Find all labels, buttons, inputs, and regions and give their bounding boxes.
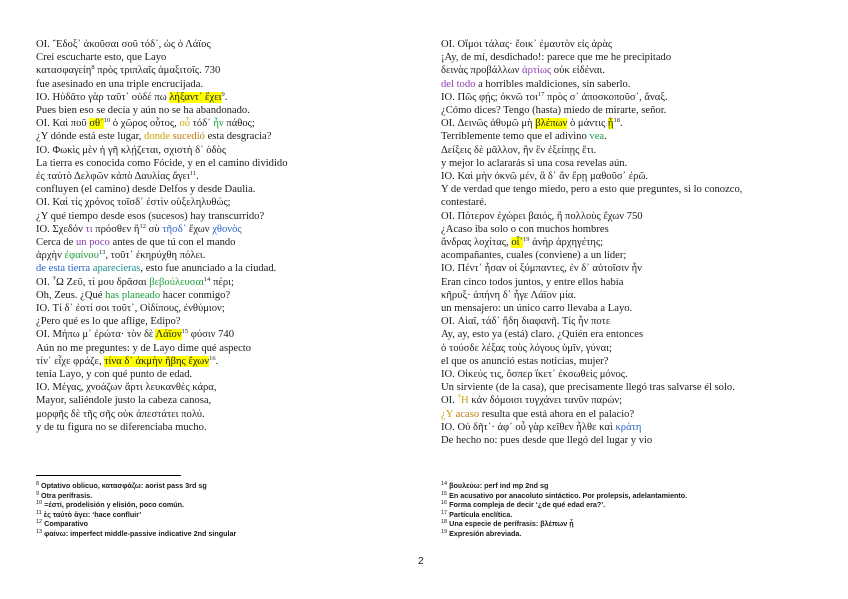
footnotes-left xyxy=(36,481,408,539)
text-segment: a horribles maldiciones, sin saberlo. xyxy=(475,78,631,90)
text-line xyxy=(36,78,408,91)
footnote xyxy=(36,510,408,520)
footnote-separator xyxy=(36,475,181,476)
text-segment: μορφῆς δὲ τῆς σῆς οὐκ ἀπεστάτει πολύ. xyxy=(36,408,205,420)
text-line xyxy=(441,368,821,381)
text-segment: OI. ῎Εδοξ᾽ ἀκοῦσαι σοῦ τόδ᾽, ὡς ὁ Λάϊος xyxy=(36,39,211,50)
text-segment: Un sirviente (de la casa), que precisamente llegó tras salvarse él solo. xyxy=(441,382,735,394)
highlighted-word: sucedió xyxy=(172,131,205,143)
footnote-number: 12 xyxy=(36,519,43,526)
footnote-ref: 14 xyxy=(203,275,211,283)
text-line xyxy=(441,170,821,183)
text-segment: τίν᾽ εἶχε φράζε, xyxy=(36,355,105,367)
text-line xyxy=(36,289,408,302)
text-segment: ¿Acaso iba solo o con muchos hombres xyxy=(441,223,609,235)
highlighted-word: del todo xyxy=(441,78,476,90)
footnote-text: βουλεύω: perf ind mp 2nd sg xyxy=(447,481,549,490)
left-column xyxy=(36,38,408,434)
highlighted-word: un poco xyxy=(76,237,110,249)
text-line xyxy=(441,144,821,157)
footnotes-right xyxy=(441,481,821,539)
highlighted-word: βεβούλευσαι xyxy=(149,276,204,288)
text-segment: δεινὰς προβάλλων xyxy=(441,65,523,77)
highlighted-word: aparecieras xyxy=(92,263,141,275)
text-segment: ἀνὴρ ἀρχηγέτης; xyxy=(529,237,604,249)
text-segment: OI. Μήπω μ᾽ ἐρώτα· τὸν δὲ xyxy=(36,329,156,341)
text-line xyxy=(36,210,408,223)
text-segment: el que os anunció estas noticias, mujer? xyxy=(441,355,609,367)
text-segment: IO. Πῶς φῄς; ὀκνῶ τοι xyxy=(441,91,538,103)
footnote-ref: 15 xyxy=(181,328,189,336)
text-segment: contestaré. xyxy=(441,197,487,209)
text-segment: ἀρχὴν xyxy=(36,250,65,262)
footnote xyxy=(441,481,821,491)
text-segment: Pues bien eso se decía y aún no se ha abandonado. xyxy=(36,105,250,117)
text-segment: IO. Μέγας, χνοάζων ἄρτι λευκανθὲς κάρα, xyxy=(36,382,217,394)
text-line xyxy=(441,249,821,262)
footnote-text: Una especie de perífrasis: βλέπων ᾖ xyxy=(447,519,574,529)
footnote-text: Partícula enclítica. xyxy=(447,509,513,519)
text-segment: IO. Καὶ μὴν ὀκνῶ μέν, ἃ δ᾽ ἂν ἔρῃ μαθοῦσ᾽ ἐρῶ. xyxy=(441,171,649,183)
text-line xyxy=(36,262,408,275)
text-segment: ὁ χῶρος οὗτος, xyxy=(110,118,180,130)
highlighted-word: ἦν xyxy=(213,118,224,130)
text-line xyxy=(441,421,821,434)
text-segment: OI. Αἰαῖ, τάδ᾽ ἤδη διαφανῆ. Τίς ἦν ποτε xyxy=(441,316,611,328)
text-line xyxy=(36,51,408,64)
footnote-ref: 9 xyxy=(221,90,225,98)
footnote xyxy=(36,500,408,510)
footnote xyxy=(441,529,821,539)
highlighted-word: τίνα δ᾽ ἀκμὴν ἥβης ἔχων xyxy=(104,355,210,367)
highlighted-word: vea xyxy=(589,131,605,143)
highlighted-word: donde xyxy=(144,131,170,143)
text-segment: , esto fue anunciado a la ciudad. xyxy=(140,263,277,275)
text-segment: κἀν δόμοισι τυγχάνει τανῦν παρών; xyxy=(468,395,623,407)
footnote-text: En acusativo por anacoluto sintáctico. Por prolepsis, adelantamiento. xyxy=(447,490,688,500)
text-line xyxy=(36,144,408,157)
text-line xyxy=(441,130,821,143)
text-line xyxy=(36,421,408,434)
text-segment: hacer conmigo? xyxy=(160,289,231,301)
footnote-number: 8 xyxy=(36,481,40,487)
footnote-number: 9 xyxy=(36,490,40,497)
text-line xyxy=(441,434,821,447)
highlighted-word: de esta tierra xyxy=(36,263,91,275)
text-segment: un mensajero: un único carro llevaba a Layo. xyxy=(441,303,633,315)
text-segment: fue asesinado en una triple encrucijada. xyxy=(36,78,204,90)
text-line xyxy=(441,223,821,236)
text-segment: , τοῦτ᾽ ἐκηρύχθη πόλει. xyxy=(105,250,206,262)
text-line xyxy=(36,183,408,196)
footnote-ref: 18 xyxy=(613,117,620,125)
text-line xyxy=(441,262,821,275)
text-line xyxy=(441,408,821,421)
right-column xyxy=(441,38,821,447)
text-segment: tenía Layo, y con qué punto de edad. xyxy=(36,369,193,381)
text-segment: De hecho no: pues desde que llegó del lugar y vio xyxy=(441,435,653,447)
text-segment: OI. Οἴμοι τάλας· ἔοικ᾽ ἐμαυτὸν εἰς ἀρὰς xyxy=(441,39,613,50)
text-segment: πρὸς σ᾽ ἀποσκοποῦσ᾽, ἄναξ. xyxy=(544,91,668,103)
footnote xyxy=(441,500,821,510)
text-segment: IO. Οὐ δῆτ᾽· ἀφ᾽ οὗ γὰρ κεῖθεν ἦλθε καὶ xyxy=(441,421,616,433)
text-segment: πρὸς τριπλαῖς ἁμαξιτοῖς. 730 xyxy=(94,65,221,77)
text-line xyxy=(36,328,408,341)
footnote-number: 16 xyxy=(441,500,448,507)
text-segment: confluyen (el camino) desde Delfos y desde Daulia. xyxy=(36,184,256,196)
text-line xyxy=(441,315,821,328)
text-segment: La tierra es conocida como Fócide, y en el camino dividido xyxy=(36,157,288,169)
footnote xyxy=(36,519,408,529)
text-segment: resulta que está ahora en el palacio? xyxy=(479,408,635,420)
highlighted-word: ᾖ xyxy=(607,118,614,130)
text-line xyxy=(36,223,408,236)
footnote-ref: 16 xyxy=(209,354,216,362)
footnote-text: ἐς ταὐτὸ ἄγει: ‘hace confluir’ xyxy=(41,509,142,519)
text-segment: ¿Pero qué es lo que aflige, Edipo? xyxy=(36,316,181,328)
footnote-text: φαίνω: imperfect middle-passive indicative 2nd singular xyxy=(42,528,237,538)
text-segment: Δείξεις δὲ μᾶλλον, ἢν ἓν ἐξείπῃς ἔτι. xyxy=(441,144,597,156)
footnote xyxy=(441,491,821,501)
text-segment: OI. Δεινῶς ἀθυμῶ μὴ xyxy=(441,118,536,130)
highlighted-word: ῏Η xyxy=(457,395,469,407)
text-segment: OI. Καὶ ποῦ xyxy=(36,118,90,130)
text-line xyxy=(36,342,408,355)
text-segment: IO. Οἰκεύς τις, ὅσπερ ἵκετ᾽ ἐκσωθεὶς μόνος. xyxy=(441,369,628,381)
text-line xyxy=(36,117,408,130)
footnote xyxy=(441,519,821,529)
text-segment: κῆρυξ· ἀπήνη δ᾽ ἦγε Λάϊον μία. xyxy=(441,289,576,301)
text-segment: IO. Ηὐδᾶτο γὰρ ταῦτ᾽ οὐδέ πω xyxy=(36,91,170,103)
text-segment: . xyxy=(224,91,228,103)
footnote-ref: 11 xyxy=(189,170,197,178)
text-segment: OI. Πότερον ἐχώρει βαιός, ἢ πολλοὺς ἔχων 750 xyxy=(441,210,643,222)
text-line xyxy=(441,355,821,368)
text-segment: ¡Ay, de mí, desdichado!: parece que me he precipitado xyxy=(441,52,672,64)
text-line xyxy=(441,196,821,209)
text-line xyxy=(36,368,408,381)
text-segment: ¿Y dónde está este lugar, xyxy=(36,131,145,143)
text-line xyxy=(36,315,408,328)
highlighted-word: has planeado xyxy=(105,289,161,301)
text-segment: κατασφαγείη xyxy=(36,65,92,77)
text-segment: πέρι; xyxy=(210,276,234,288)
highlighted-word: acaso xyxy=(455,408,480,420)
footnote xyxy=(36,529,408,539)
text-segment: IO. Σχεδόν xyxy=(36,223,86,235)
highlighted-word: οὗ xyxy=(179,118,190,130)
footnote-ref: 8 xyxy=(91,64,95,72)
text-line xyxy=(36,157,408,170)
text-line xyxy=(36,249,408,262)
highlighted-word: κράτη xyxy=(615,421,642,433)
text-segment: IO. Πέντ᾽ ἦσαν οἱ ξύμπαντες, ἐν δ᾽ αὐτοῖσιν ἦν xyxy=(441,263,642,275)
highlighted-word: βλέπων xyxy=(535,118,568,130)
footnote-number: 19 xyxy=(441,528,448,535)
text-segment: Y de verdad que tengo miedo, pero a esto que preguntes, si lo conozco, xyxy=(441,184,743,196)
text-line xyxy=(441,64,821,77)
text-segment: . xyxy=(215,355,219,367)
text-line xyxy=(441,117,821,130)
footnote-number: 18 xyxy=(441,519,448,526)
footnote-text: Optativo oblicuo, κατασφάζω: aorist pass 3rd sg xyxy=(39,481,207,490)
text-line xyxy=(36,104,408,117)
text-segment: σὺ xyxy=(145,223,163,235)
text-segment: Creí escucharte esto, que Layo xyxy=(36,52,167,64)
text-segment: IO. Φωκὶς μὲν ἡ γῆ κλῄζεται, σχιστὴ δ᾽ ὁδὸς xyxy=(36,144,227,156)
footnote-number: 14 xyxy=(441,481,448,487)
footnote-ref: 19 xyxy=(523,236,530,244)
footnote-ref: 10 xyxy=(103,117,111,125)
text-line xyxy=(36,91,408,104)
text-segment: Eran cinco todos juntos, y entre ellos había xyxy=(441,276,624,288)
footnote xyxy=(441,510,821,520)
highlighted-word: ἐφαίνου xyxy=(64,250,99,262)
text-line xyxy=(441,51,821,64)
text-segment: οὐκ εἰδέναι. xyxy=(551,65,605,77)
text-segment: . xyxy=(196,171,199,183)
page-number: 2 xyxy=(418,556,424,567)
footnote-text: Expresión abreviada. xyxy=(447,528,522,538)
text-line xyxy=(441,104,821,117)
text-segment: ὁ μάντις xyxy=(567,118,608,130)
text-line xyxy=(441,276,821,289)
footnote-number: 15 xyxy=(441,490,448,497)
highlighted-word: τῆσδ᾽ xyxy=(162,223,187,235)
footnote-text: Otra perífrasis. xyxy=(39,490,93,500)
text-line xyxy=(441,328,821,341)
text-segment: ἄνδρας λοχίτας, xyxy=(441,237,512,249)
text-segment: Ay, ay, esto ya (está) claro. ¿Quién era entonces xyxy=(441,329,644,341)
text-line xyxy=(441,394,821,407)
footnote-text: Forma compleja de decir ‘¿de qué edad era?’. xyxy=(447,500,606,510)
text-segment: Mayor, saliéndole justo la cabeza canosa, xyxy=(36,395,212,407)
text-line xyxy=(441,236,821,249)
text-segment: . xyxy=(619,118,623,130)
text-segment: OI. Καὶ τίς χρόνος τοῖσδ᾽ ἐστὶν οὑξεληλυθώς; xyxy=(36,197,231,209)
text-segment: ¿Y qué tiempo desde esos (sucesos) hay transcurrido? xyxy=(36,210,265,222)
highlighted-word: οἷ᾽ xyxy=(511,237,523,249)
highlighted-word: ¿Y xyxy=(441,408,453,420)
text-line xyxy=(441,302,821,315)
text-line xyxy=(441,91,821,104)
highlighted-word: τι xyxy=(85,223,93,235)
text-line xyxy=(441,38,821,51)
footnote-ref: 12 xyxy=(139,222,146,230)
text-line xyxy=(36,64,408,77)
text-line xyxy=(36,394,408,407)
footnote xyxy=(36,481,408,491)
text-line xyxy=(441,157,821,170)
text-segment: φύσιν 740 xyxy=(188,329,235,341)
text-line xyxy=(36,355,408,368)
text-segment: y de tu figura no se diferenciaba mucho. xyxy=(36,421,207,433)
footnote-number: 13 xyxy=(36,528,43,535)
text-segment: ἔχων xyxy=(186,223,213,235)
text-segment: πάθος; xyxy=(223,118,255,130)
text-line xyxy=(441,183,821,196)
text-segment: acompañantes, cuales (conviene) a un líder; xyxy=(441,250,627,262)
text-line xyxy=(36,196,408,209)
text-segment: ὁ τούσδε λέξας τοὺς λόγους ὑμῖν, γύναι; xyxy=(441,342,612,354)
text-segment: . xyxy=(604,131,607,143)
text-segment: IO. Τί δ᾽ ἐστί σοι τοῦτ᾽, Οἰδίπους, ἐνθύμιον; xyxy=(36,303,225,315)
text-segment: Aún no me preguntes: y de Layo dime qué aspecto xyxy=(36,342,252,354)
text-line xyxy=(36,276,408,289)
text-segment: OI. xyxy=(441,395,458,407)
text-segment: τόδ᾽ xyxy=(190,118,214,130)
text-line xyxy=(36,236,408,249)
highlighted-word: σθ᾽ xyxy=(89,118,104,130)
text-segment: antes de que tú con el mando xyxy=(109,237,236,249)
text-line xyxy=(36,130,408,143)
highlighted-word: Λάϊον xyxy=(155,329,182,341)
text-segment: Terriblemente temo que el adivino xyxy=(441,131,590,143)
text-line xyxy=(441,289,821,302)
text-line xyxy=(36,381,408,394)
footnote-ref: 17 xyxy=(537,90,545,98)
text-segment: ¿Cómo dices? Tengo (hasta) miedo de mirarte, señor. xyxy=(441,105,667,117)
text-line xyxy=(36,38,408,51)
text-line xyxy=(441,381,821,394)
footnote-text: Comparativo xyxy=(42,519,89,529)
footnote-number: 11 xyxy=(36,509,42,516)
text-segment: esta desgracia? xyxy=(204,131,272,143)
text-segment: Cerca de xyxy=(36,237,76,249)
text-segment: y mejor lo aclararás si una cosa revelas aún. xyxy=(441,157,628,169)
text-line xyxy=(36,408,408,421)
highlighted-word: λήξαντ᾽ ἔχει xyxy=(169,91,222,103)
text-segment: ἐς ταὐτὸ Δελφῶν κἀπὸ Δαυλίας ἄγει xyxy=(36,171,190,183)
text-line xyxy=(36,170,408,183)
footnote-ref: 13 xyxy=(98,249,106,257)
footnote-number: 17 xyxy=(441,509,448,516)
footnote xyxy=(36,491,408,501)
text-line xyxy=(441,210,821,223)
footnote-text: =ἐστί, prodelisión y elisión, poco común. xyxy=(42,500,185,510)
text-segment: OI. ῏Ω Ζεῦ, τί μου δρᾶσαι xyxy=(36,276,150,288)
footnote-number: 10 xyxy=(36,500,43,507)
text-line xyxy=(441,78,821,91)
highlighted-word: ἀρτίως xyxy=(522,65,552,77)
highlighted-word: χθονὸς xyxy=(212,223,242,235)
text-line xyxy=(36,302,408,315)
text-segment: πρόσθεν ἢ xyxy=(92,223,140,235)
text-line xyxy=(441,342,821,355)
text-segment: Oh, Zeus. ¿Qué xyxy=(36,289,106,301)
